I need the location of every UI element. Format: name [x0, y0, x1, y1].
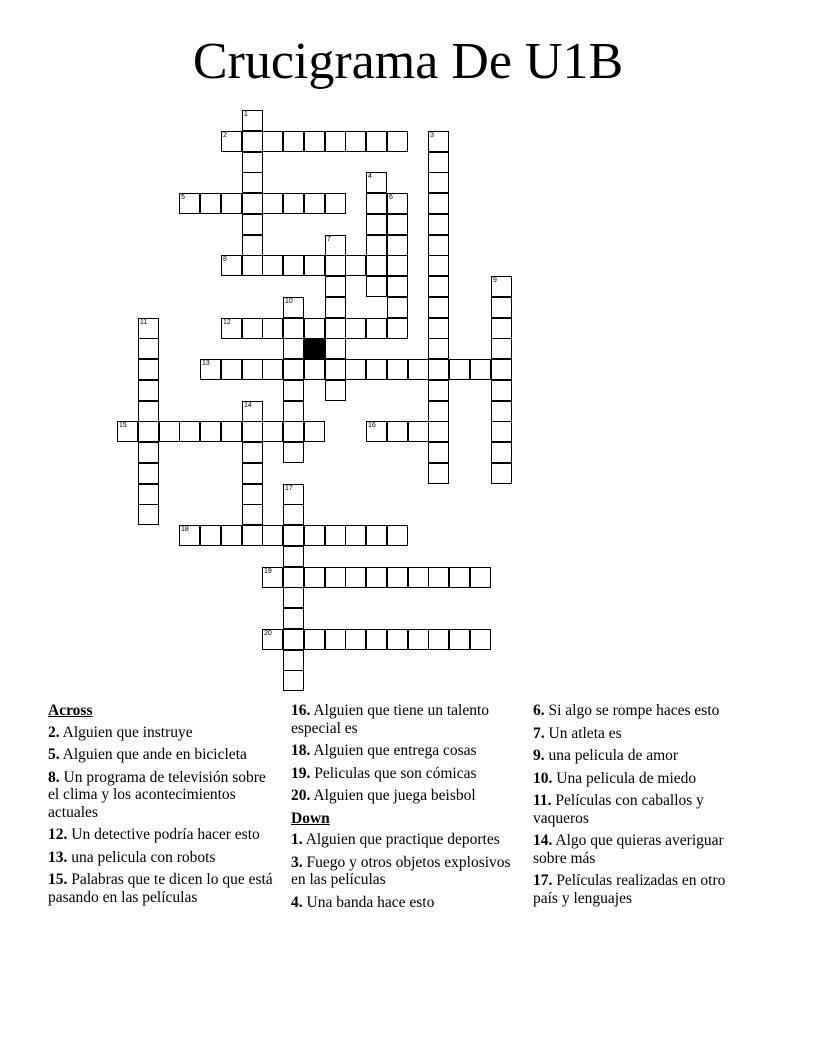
grid-cell[interactable] [242, 131, 263, 152]
clue-number: 10. [533, 769, 553, 787]
grid-cell[interactable] [428, 359, 449, 380]
grid-cell[interactable] [283, 193, 304, 214]
clue-across-2 [48, 724, 273, 742]
grid-cell[interactable] [470, 629, 491, 650]
clue-number-label: 2 [223, 132, 227, 139]
clue-down-4 [291, 894, 513, 912]
grid-cell[interactable] [242, 442, 263, 463]
clue-down-6 [533, 702, 753, 720]
clues-column-3 [533, 702, 753, 912]
clue-down-11 [533, 792, 753, 827]
grid-cell[interactable] [138, 421, 159, 442]
clue-number: 15. [48, 871, 68, 888]
grid-cell[interactable] [325, 525, 346, 546]
grid-cell[interactable] [366, 318, 387, 339]
grid-cell[interactable] [304, 131, 325, 152]
grid-cell[interactable] [304, 525, 325, 546]
grid-cell[interactable] [366, 214, 387, 235]
grid-cell[interactable] [366, 172, 387, 193]
grid-cell[interactable] [325, 567, 346, 588]
clue-number-label: 6 [389, 194, 393, 201]
clue-down-14 [533, 832, 753, 867]
grid-cell[interactable] [262, 567, 283, 588]
clue-number-label: 4 [368, 173, 372, 180]
grid-cell[interactable] [387, 318, 408, 339]
grid-cell[interactable] [428, 338, 449, 359]
grid-cell[interactable] [387, 235, 408, 256]
grid-cell[interactable] [428, 214, 449, 235]
clue-text: Una pelicula de miedo [556, 769, 697, 787]
grid-cell[interactable] [408, 359, 429, 380]
grid-cell[interactable] [242, 172, 263, 193]
grid-cell[interactable] [345, 318, 366, 339]
grid-cell[interactable] [262, 131, 283, 152]
grid-cell[interactable] [242, 463, 263, 484]
clue-down-10 [533, 770, 753, 788]
grid-cell[interactable] [345, 255, 366, 276]
grid-cell[interactable] [491, 463, 512, 484]
grid-cell[interactable] [325, 318, 346, 339]
grid-cell[interactable] [242, 525, 263, 546]
grid-cell[interactable] [491, 380, 512, 401]
clue-text: Alguien que practique deportes [305, 831, 500, 848]
grid-cell[interactable] [325, 338, 346, 359]
clue-number: 13. [48, 848, 68, 866]
grid-cell[interactable] [387, 255, 408, 276]
grid-cell[interactable] [428, 255, 449, 276]
grid-cell[interactable] [325, 276, 346, 297]
grid-cell[interactable] [242, 318, 263, 339]
grid-cell[interactable] [283, 484, 304, 505]
clue-text: Alguien que tiene un talento especial es [291, 702, 490, 737]
grid-cell[interactable] [387, 214, 408, 235]
grid-cell[interactable] [159, 421, 180, 442]
grid-cell[interactable] [345, 525, 366, 546]
grid-cell[interactable] [283, 359, 304, 380]
grid-cell[interactable] [428, 172, 449, 193]
clue-text: Alguien que juega beisbol [313, 787, 476, 804]
grid-cell[interactable] [325, 297, 346, 318]
clue-text: Alguien que instruye [62, 723, 193, 741]
grid-cell[interactable] [179, 193, 200, 214]
clue-number-label: 11 [140, 319, 148, 326]
grid-cell[interactable] [366, 525, 387, 546]
grid-cell[interactable] [138, 442, 159, 463]
grid-cell[interactable] [179, 525, 200, 546]
grid-cell[interactable] [449, 629, 470, 650]
clue-number-label: 8 [223, 256, 227, 263]
grid-cell[interactable] [325, 235, 346, 256]
clue-down-9 [533, 747, 753, 765]
grid-cell[interactable] [262, 255, 283, 276]
grid-cell[interactable] [283, 318, 304, 339]
grid-cell[interactable] [345, 567, 366, 588]
grid-cell[interactable] [366, 255, 387, 276]
blocked-cell [304, 338, 325, 359]
grid-cell[interactable] [428, 421, 449, 442]
grid-cell[interactable] [345, 131, 366, 152]
page-title: Crucigrama De U1B [192, 33, 624, 90]
clue-text: Un atleta es [548, 724, 622, 742]
grid-cell[interactable] [138, 401, 159, 422]
grid-cell[interactable] [242, 214, 263, 235]
clue-text: Un detective podría hacer esto [71, 826, 260, 843]
clue-number: 6. [533, 702, 545, 719]
clue-text: Peliculas que son cómicas [314, 764, 477, 782]
grid-cell[interactable] [387, 276, 408, 297]
grid-cell[interactable] [221, 318, 242, 339]
grid-cell[interactable] [491, 421, 512, 442]
grid-cell[interactable] [408, 421, 429, 442]
grid-cell[interactable] [200, 359, 221, 380]
clue-across-18 [291, 742, 513, 760]
grid-cell[interactable] [138, 484, 159, 505]
grid-cell[interactable] [491, 359, 512, 380]
clue-number: 1. [291, 831, 303, 848]
grid-cell[interactable] [200, 193, 221, 214]
clue-number: 11. [533, 792, 552, 809]
grid-cell[interactable] [242, 152, 263, 173]
grid-cell[interactable] [138, 338, 159, 359]
grid-cell[interactable] [221, 193, 242, 214]
clue-number: 20. [291, 787, 311, 804]
clue-number: 14. [533, 832, 553, 849]
grid-cell[interactable] [449, 359, 470, 380]
clue-number: 4. [291, 893, 303, 911]
grid-cell[interactable] [221, 131, 242, 152]
grid-cell[interactable] [470, 359, 491, 380]
grid-cell[interactable] [262, 421, 283, 442]
grid-cell[interactable] [325, 359, 346, 380]
clue-number-label: 20 [264, 630, 272, 637]
clue-number-label: 14 [244, 402, 252, 409]
clues-column-2 [291, 702, 513, 916]
clue-number: 17. [533, 872, 553, 889]
clue-down-7 [533, 725, 753, 743]
grid-cell[interactable] [304, 421, 325, 442]
clue-number-label: 1 [244, 111, 248, 118]
clue-text: Películas realizadas en otro país y lenguajes [533, 872, 726, 907]
grid-cell[interactable] [262, 629, 283, 650]
grid-cell[interactable] [283, 629, 304, 650]
grid-cell[interactable] [242, 110, 263, 131]
grid-cell[interactable] [387, 629, 408, 650]
grid-cell[interactable] [242, 235, 263, 256]
clue-text: Una banda hace esto [306, 893, 435, 911]
clue-number-label: 19 [264, 568, 272, 575]
clue-across-19 [291, 765, 513, 783]
grid-cell[interactable] [283, 255, 304, 276]
clue-number: 18. [291, 742, 311, 759]
grid-cell[interactable] [345, 359, 366, 380]
grid-cell[interactable] [283, 567, 304, 588]
grid-cell[interactable] [408, 567, 429, 588]
grid-cell[interactable] [428, 131, 449, 152]
grid-cell[interactable] [179, 421, 200, 442]
clue-text: Alguien que entrega cosas [313, 742, 477, 759]
clue-number-label: 16 [368, 422, 376, 429]
grid-cell[interactable] [283, 504, 304, 525]
grid-cell[interactable] [242, 193, 263, 214]
grid-cell[interactable] [491, 338, 512, 359]
grid-cell[interactable] [304, 359, 325, 380]
clue-number: 19. [291, 764, 311, 782]
grid-cell[interactable] [366, 359, 387, 380]
clue-number-label: 13 [202, 360, 210, 367]
clue-number-label: 17 [285, 485, 293, 492]
grid-cell[interactable] [428, 276, 449, 297]
grid-cell[interactable] [491, 442, 512, 463]
clue-number-label: 12 [223, 319, 231, 326]
clue-number: 16. [291, 702, 311, 719]
clue-number-label: 5 [181, 194, 185, 201]
clue-number-label: 18 [181, 526, 189, 533]
grid-cell[interactable] [366, 629, 387, 650]
clue-text: Alguien que ande en bicicleta [62, 746, 247, 763]
grid-cell[interactable] [242, 504, 263, 525]
grid-cell[interactable] [117, 421, 138, 442]
grid-cell[interactable] [387, 193, 408, 214]
clue-across-12 [48, 826, 273, 844]
clue-text: Un programa de televisión sobre el clima y los acontecimientos actuales [48, 768, 266, 821]
grid-cell[interactable] [200, 525, 221, 546]
grid-cell[interactable] [428, 442, 449, 463]
grid-cell[interactable] [283, 670, 304, 691]
grid-cell[interactable] [283, 421, 304, 442]
grid-cell[interactable] [242, 359, 263, 380]
grid-cell[interactable] [325, 629, 346, 650]
grid-cell[interactable] [428, 629, 449, 650]
grid-cell[interactable] [221, 421, 242, 442]
grid-cell[interactable] [428, 380, 449, 401]
grid-cell[interactable] [242, 484, 263, 505]
clue-number: 5. [48, 746, 60, 763]
clue-text: Películas con caballos y vaqueros [533, 792, 704, 827]
grid-cell[interactable] [387, 525, 408, 546]
grid-cell[interactable] [428, 235, 449, 256]
clue-down-17 [533, 872, 753, 907]
grid-cell[interactable] [262, 318, 283, 339]
clue-text: Fuego y otros objetos explosivos en las películas [291, 853, 511, 888]
grid-cell[interactable] [283, 650, 304, 671]
clue-across-8 [48, 769, 273, 822]
grid-cell[interactable] [366, 567, 387, 588]
clue-number: 9. [533, 747, 545, 764]
grid-cell[interactable] [283, 525, 304, 546]
grid-cell[interactable] [428, 193, 449, 214]
grid-cell[interactable] [325, 255, 346, 276]
grid-cell[interactable] [428, 401, 449, 422]
grid-cell[interactable] [283, 546, 304, 567]
clue-across-5 [48, 746, 273, 764]
grid-cell[interactable] [387, 359, 408, 380]
clue-number: 12. [48, 826, 68, 843]
clue-number-label: 10 [285, 298, 293, 305]
clue-across-15 [48, 871, 273, 906]
clue-down-1 [291, 831, 513, 849]
grid-cell[interactable] [491, 318, 512, 339]
grid-cell[interactable] [242, 401, 263, 422]
clue-number-label: 3 [430, 132, 434, 139]
grid-cell[interactable] [325, 193, 346, 214]
grid-cell[interactable] [138, 318, 159, 339]
grid-cell[interactable] [304, 318, 325, 339]
grid-cell[interactable] [491, 297, 512, 318]
grid-cell[interactable] [242, 255, 263, 276]
clue-number: 3. [291, 853, 303, 871]
grid-cell[interactable] [221, 359, 242, 380]
grid-cell[interactable] [325, 131, 346, 152]
grid-cell[interactable] [304, 567, 325, 588]
clue-down-3 [291, 854, 513, 889]
grid-cell[interactable] [428, 318, 449, 339]
grid-cell[interactable] [366, 131, 387, 152]
grid-cell[interactable] [449, 567, 470, 588]
grid-cell[interactable] [283, 297, 304, 318]
grid-cell[interactable] [304, 255, 325, 276]
clue-across-13 [48, 849, 273, 867]
clue-number-label: 15 [119, 422, 127, 429]
grid-cell[interactable] [221, 255, 242, 276]
clue-number: 7. [533, 724, 545, 742]
grid-cell[interactable] [491, 401, 512, 422]
grid-cell[interactable] [262, 525, 283, 546]
grid-cell[interactable] [428, 463, 449, 484]
clue-number: 8. [48, 768, 60, 786]
grid-cell[interactable] [138, 463, 159, 484]
grid-cell[interactable] [345, 629, 366, 650]
grid-cell[interactable] [428, 567, 449, 588]
grid-cell[interactable] [304, 193, 325, 214]
across-heading: Across [48, 702, 93, 719]
grid-cell[interactable] [366, 235, 387, 256]
grid-cell[interactable] [283, 380, 304, 401]
grid-cell[interactable] [283, 131, 304, 152]
grid-cell[interactable] [242, 421, 263, 442]
grid-cell[interactable] [366, 193, 387, 214]
grid-cell[interactable] [200, 421, 221, 442]
grid-cell[interactable] [283, 608, 304, 629]
clue-number-label: 9 [493, 277, 497, 284]
clues-column-1 [48, 702, 273, 911]
grid-cell[interactable] [387, 421, 408, 442]
grid-cell[interactable] [366, 276, 387, 297]
grid-cell[interactable] [366, 421, 387, 442]
down-heading: Down [291, 809, 330, 827]
clue-text: una pelicula con robots [71, 848, 216, 866]
grid-cell[interactable] [428, 152, 449, 173]
grid-cell[interactable] [138, 359, 159, 380]
clue-across-16 [291, 702, 513, 737]
clue-text: Palabras que te dicen lo que está pasando en las películas [48, 871, 273, 906]
grid-cell[interactable] [387, 567, 408, 588]
grid-cell[interactable] [387, 297, 408, 318]
clue-text: Algo que quieras averiguar sobre más [533, 832, 724, 867]
grid-cell[interactable] [283, 442, 304, 463]
grid-cell[interactable] [304, 629, 325, 650]
grid-cell[interactable] [283, 338, 304, 359]
grid-cell[interactable] [283, 587, 304, 608]
grid-cell[interactable] [491, 276, 512, 297]
grid-cell[interactable] [221, 525, 242, 546]
clue-number: 2. [48, 723, 60, 741]
grid-cell[interactable] [408, 629, 429, 650]
clue-number-label: 7 [327, 236, 331, 243]
clue-text: Si algo se rompe haces esto [548, 702, 720, 719]
clue-text: una pelicula de amor [548, 747, 679, 764]
grid-cell[interactable] [262, 359, 283, 380]
grid-cell[interactable] [262, 193, 283, 214]
grid-cell[interactable] [325, 380, 346, 401]
grid-cell[interactable] [283, 401, 304, 422]
clue-across-20 [291, 787, 513, 805]
grid-cell[interactable] [470, 567, 491, 588]
grid-cell[interactable] [428, 297, 449, 318]
grid-cell[interactable] [138, 380, 159, 401]
grid-cell[interactable] [138, 504, 159, 525]
grid-cell[interactable] [387, 131, 408, 152]
